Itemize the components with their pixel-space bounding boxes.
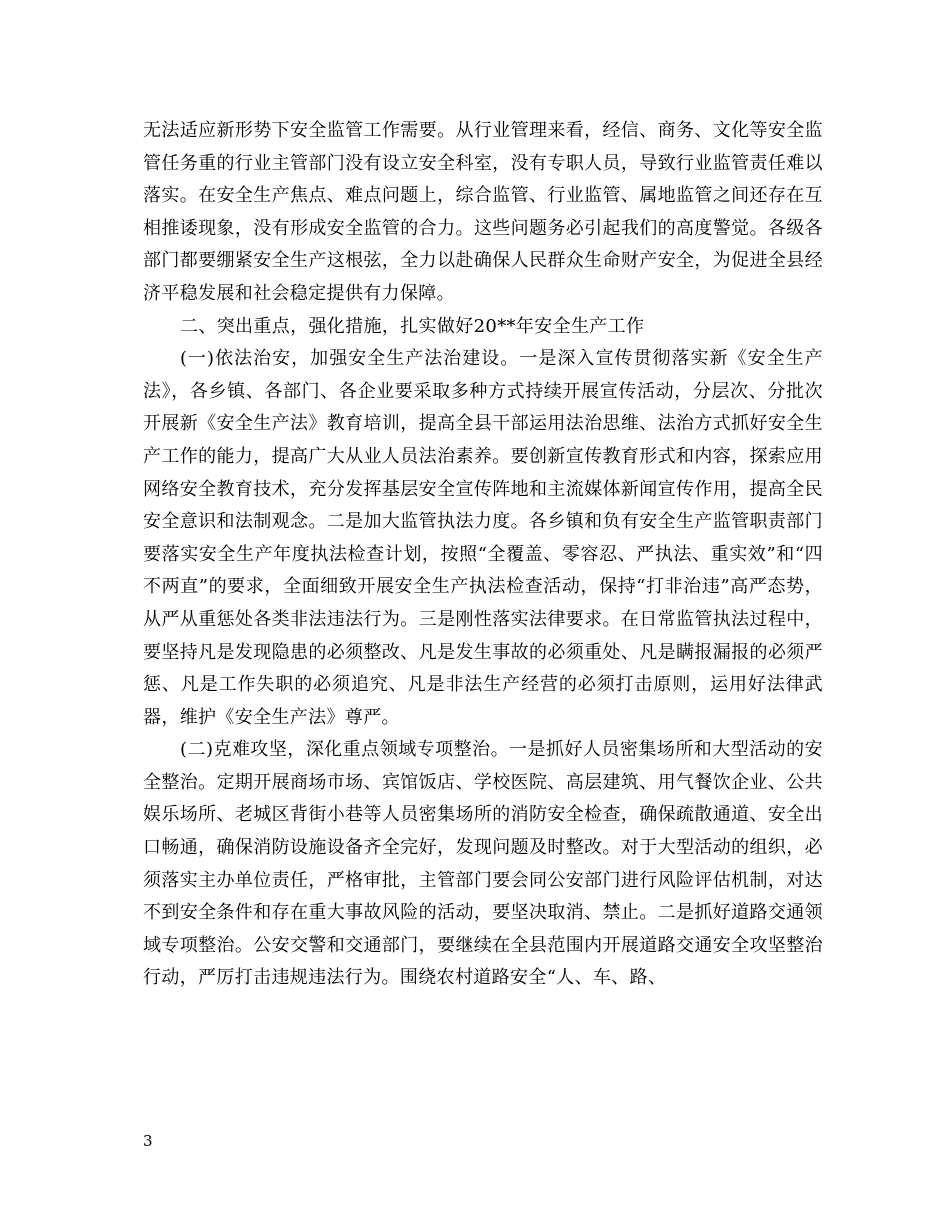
document-body	[143, 115, 823, 995]
paragraph-1: 无法适应新形势下安全监管工作需要。从行业管理来看，经信、商务、文化等安全监管任务重的行业主管部门没有设立安全科室，没有专职人员，导致行业监管责任难以落实。在安全生产焦点、难点问题上，综合监管、行业监管、属地监管之间还存在互相推诿现象，没有形成安全监管的合力。这些问题务必引起我们的高度警觉。各级各部门都要绷紧安全生产这根弦，全力以赴确保人民群众生命财产安全，为促进全县经济平稳发展和社会稳定提供有力保障。	[143, 120, 823, 304]
paragraph-special-rectification: (二)克难攻坚，深化重点领域专项整治。一是抓好人员密集场所和大型活动的安全整治。定期开展商场市场、宾馆饭店、学校医院、高层建筑、用气餐饮企业、公共娱乐场所、老城区背街小巷等人员密集场所的消防安全检查，确保疏散通道、安全出口畅通，确保消防设施设备齐全完好，发现问题及时整改。对于大型活动的组织，必须落实主办单位责任，严格审批，主管部门要会同公安部门进行风险评估机制，对达不到安全条件和存在重大事故风险的活动，要坚决取消、禁止。二是抓好道路交通领域专项整治。公安交警和交通部门，要继续在全县范围内开展道路交通安全攻坚整治行动，严厉打击违规违法行为。围绕农村道路安全“人、车、路、	[143, 739, 823, 989]
page-number: 3	[143, 1132, 153, 1150]
paragraph-rule-of-law: (一)依法治安，加强安全生产法治建设。一是深入宣传贯彻落实新《安全生产法》，各乡镇、各部门、各企业要采取多种方式持续开展宣传活动，分层次、分批次开展新《安全生产法》教育培训，提高全县干部运用法治思维、法治方式抓好安全生产工作的能力，提高广大从业人员法治素养。要创新宣传教育形式和内容，探索应用网络安全教育技术，充分发挥基层安全宣传阵地和主流媒体新闻宣传作用，提高全民安全意识和法制观念。二是加大监管执法力度。各乡镇和负有安全生产监管职责部门要落实安全生产年度执法检查计划，按照“全覆盖、零容忍、严执法、重实效”和“四不两直”的要求，全面细致开展安全生产执法检查活动，保持“打非治违”高严态势，从严从重惩处各类非法违法行为。三是刚性落实法律要求。在日常监管执法过程中，要坚持凡是发现隐患的必须整改、凡是发生事故的必须重处、凡是瞒报漏报的必须严惩、凡是工作失职的必须追究、凡是非法生产经营的必须打击原则，运用好法律武器，维护《安全生产法》尊严。	[143, 348, 823, 728]
section-heading: 二、突出重点，强化措施，扎实做好20**年安全生产工作	[180, 315, 645, 337]
